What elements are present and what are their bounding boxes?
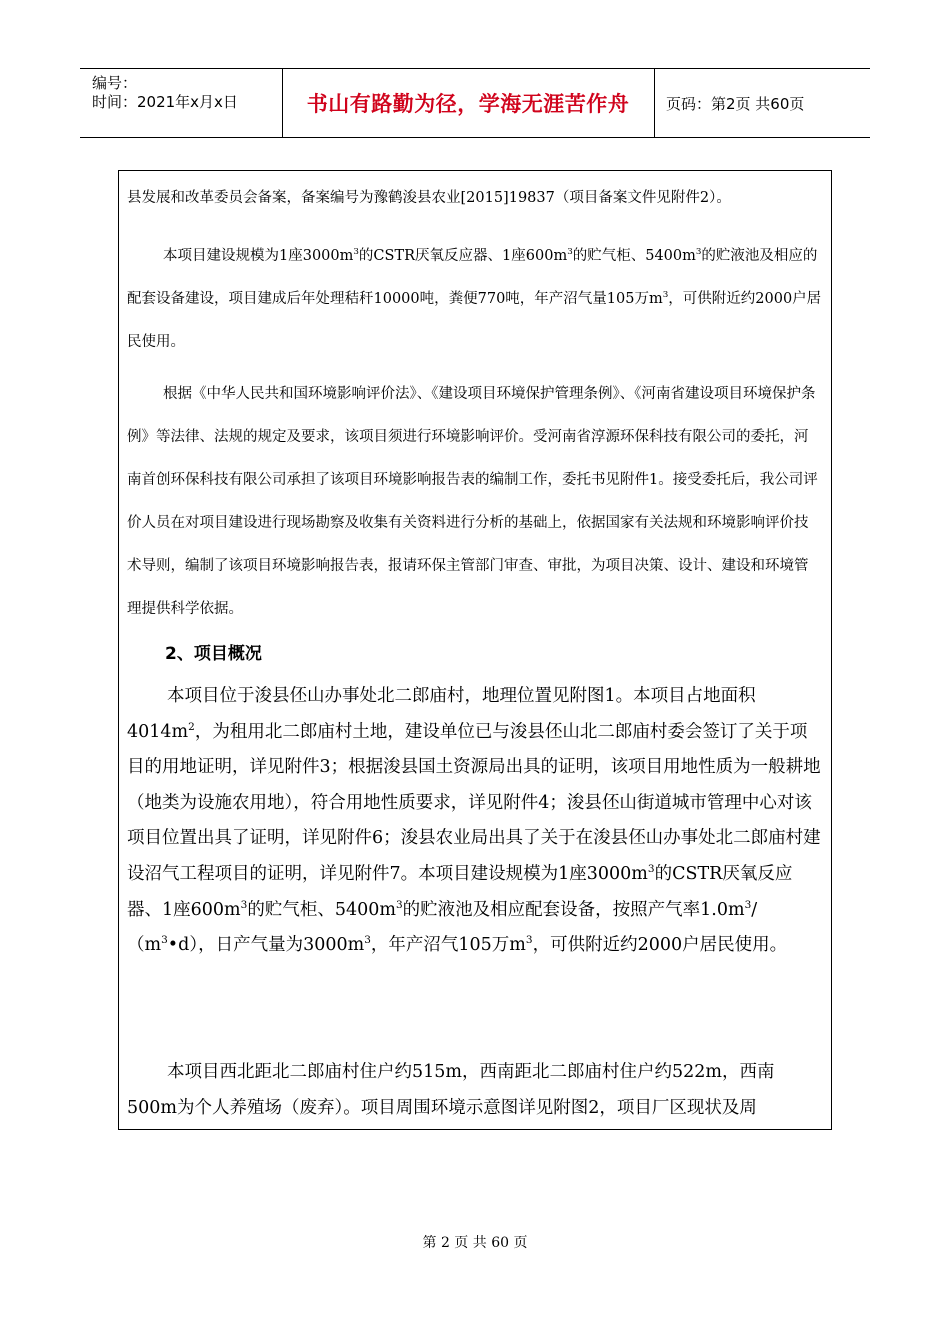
header-motto: 书山有路勤为径，学海无涯苦作舟 xyxy=(306,92,630,116)
content-box xyxy=(118,170,832,1130)
header-page-cell xyxy=(654,69,870,137)
header-motto-cell xyxy=(282,69,655,137)
header-page-info: 页码：第2页 共60页 xyxy=(666,94,805,113)
paragraph-filing: 县发展和改革委员会备案，备案编号为豫鹤浚县农业[2015]19837（项目备案文件见附件2）。 xyxy=(127,190,731,206)
page-header xyxy=(80,68,870,138)
page-footer: 第 2 页 共 60 页 xyxy=(422,1235,528,1251)
section-title: 2、项目概况 xyxy=(165,644,262,664)
paragraph-surroundings: 本项目西北距北二郎庙村住户约515m，西南距北二郎庙村住户约522m，西南500m为个人养殖场（废弃）。项目周围环境示意图详见附图2，项目厂区现状及周 xyxy=(127,1062,775,1118)
header-meta-cell xyxy=(80,69,283,137)
paragraph-legal-basis: 根据《中华人民共和国环境影响评价法》、《建设项目环境保护管理条例》、《河南省建设项目环境保护条例》等法律、法规的规定及要求，该项目须进行环境影响评价。受河南省淳源环保科技有限公司的委托，河南首创环保科技有限公司承担了该项目环境影响报告表的编制工作，委托书见附件1。接受委托后，我公司评价人员在对项目建设进行现场勘察及收集有关资料进行分析的基础上，依据国家有关法规和环境影响评价技术导则，编制了该项目环境影响报告表，报请环保主管部门审查、审批，为项目决策、设计、建设和环境管理提供科学依据。 xyxy=(127,386,818,617)
paragraph-scale: 本项目建设规模为1座$3000m^3$的CSTR厌氧反应器、1座$600m^3$的贮气柜、$5400m^3$的贮液池及相应的配套设备建设，项目建成后年处理秸秆10000吨，粪便770吨，年产沼气量105万$m^3$，可供附近约2000户居民使用。 xyxy=(127,247,822,350)
document-number-label: 编号： xyxy=(92,74,138,92)
paragraph-overview: 本项目位于浚县伾山办事处北二郎庙村，地理位置见附图1。本项目占地面积$4014m^2$，为租用北二郎庙村土地，建设单位已与浚县伾山北二郎庙村委会签订了关于项目的用地证明，详见附件3；根据浚县国土资源局出具的证明，该项目用地性质为一般耕地（地类为设施农用地），符合用地性质要求，详见附件4；浚县伾山街道城市管理中心对该项目位置出具了证明，详见附件6；浚县农业局出具了关于在浚县伾山办事处北二郎庙村建设沼气工程项目的证明，详见附件7。本项目建设规模为1座$3000m^3$的CSTR厌氧反应器、1座$600m^3$的贮气柜、$5400m^3$的贮液池及相应配套设备，按照产气率$1.0m^3/(m^3•d)$，日产气量为$3000m^3$，年产沼气105万$m^3$，可供附近约2000户居民使用。 xyxy=(127,686,821,956)
document-date: 时间：2021年x月x日 xyxy=(92,93,238,111)
